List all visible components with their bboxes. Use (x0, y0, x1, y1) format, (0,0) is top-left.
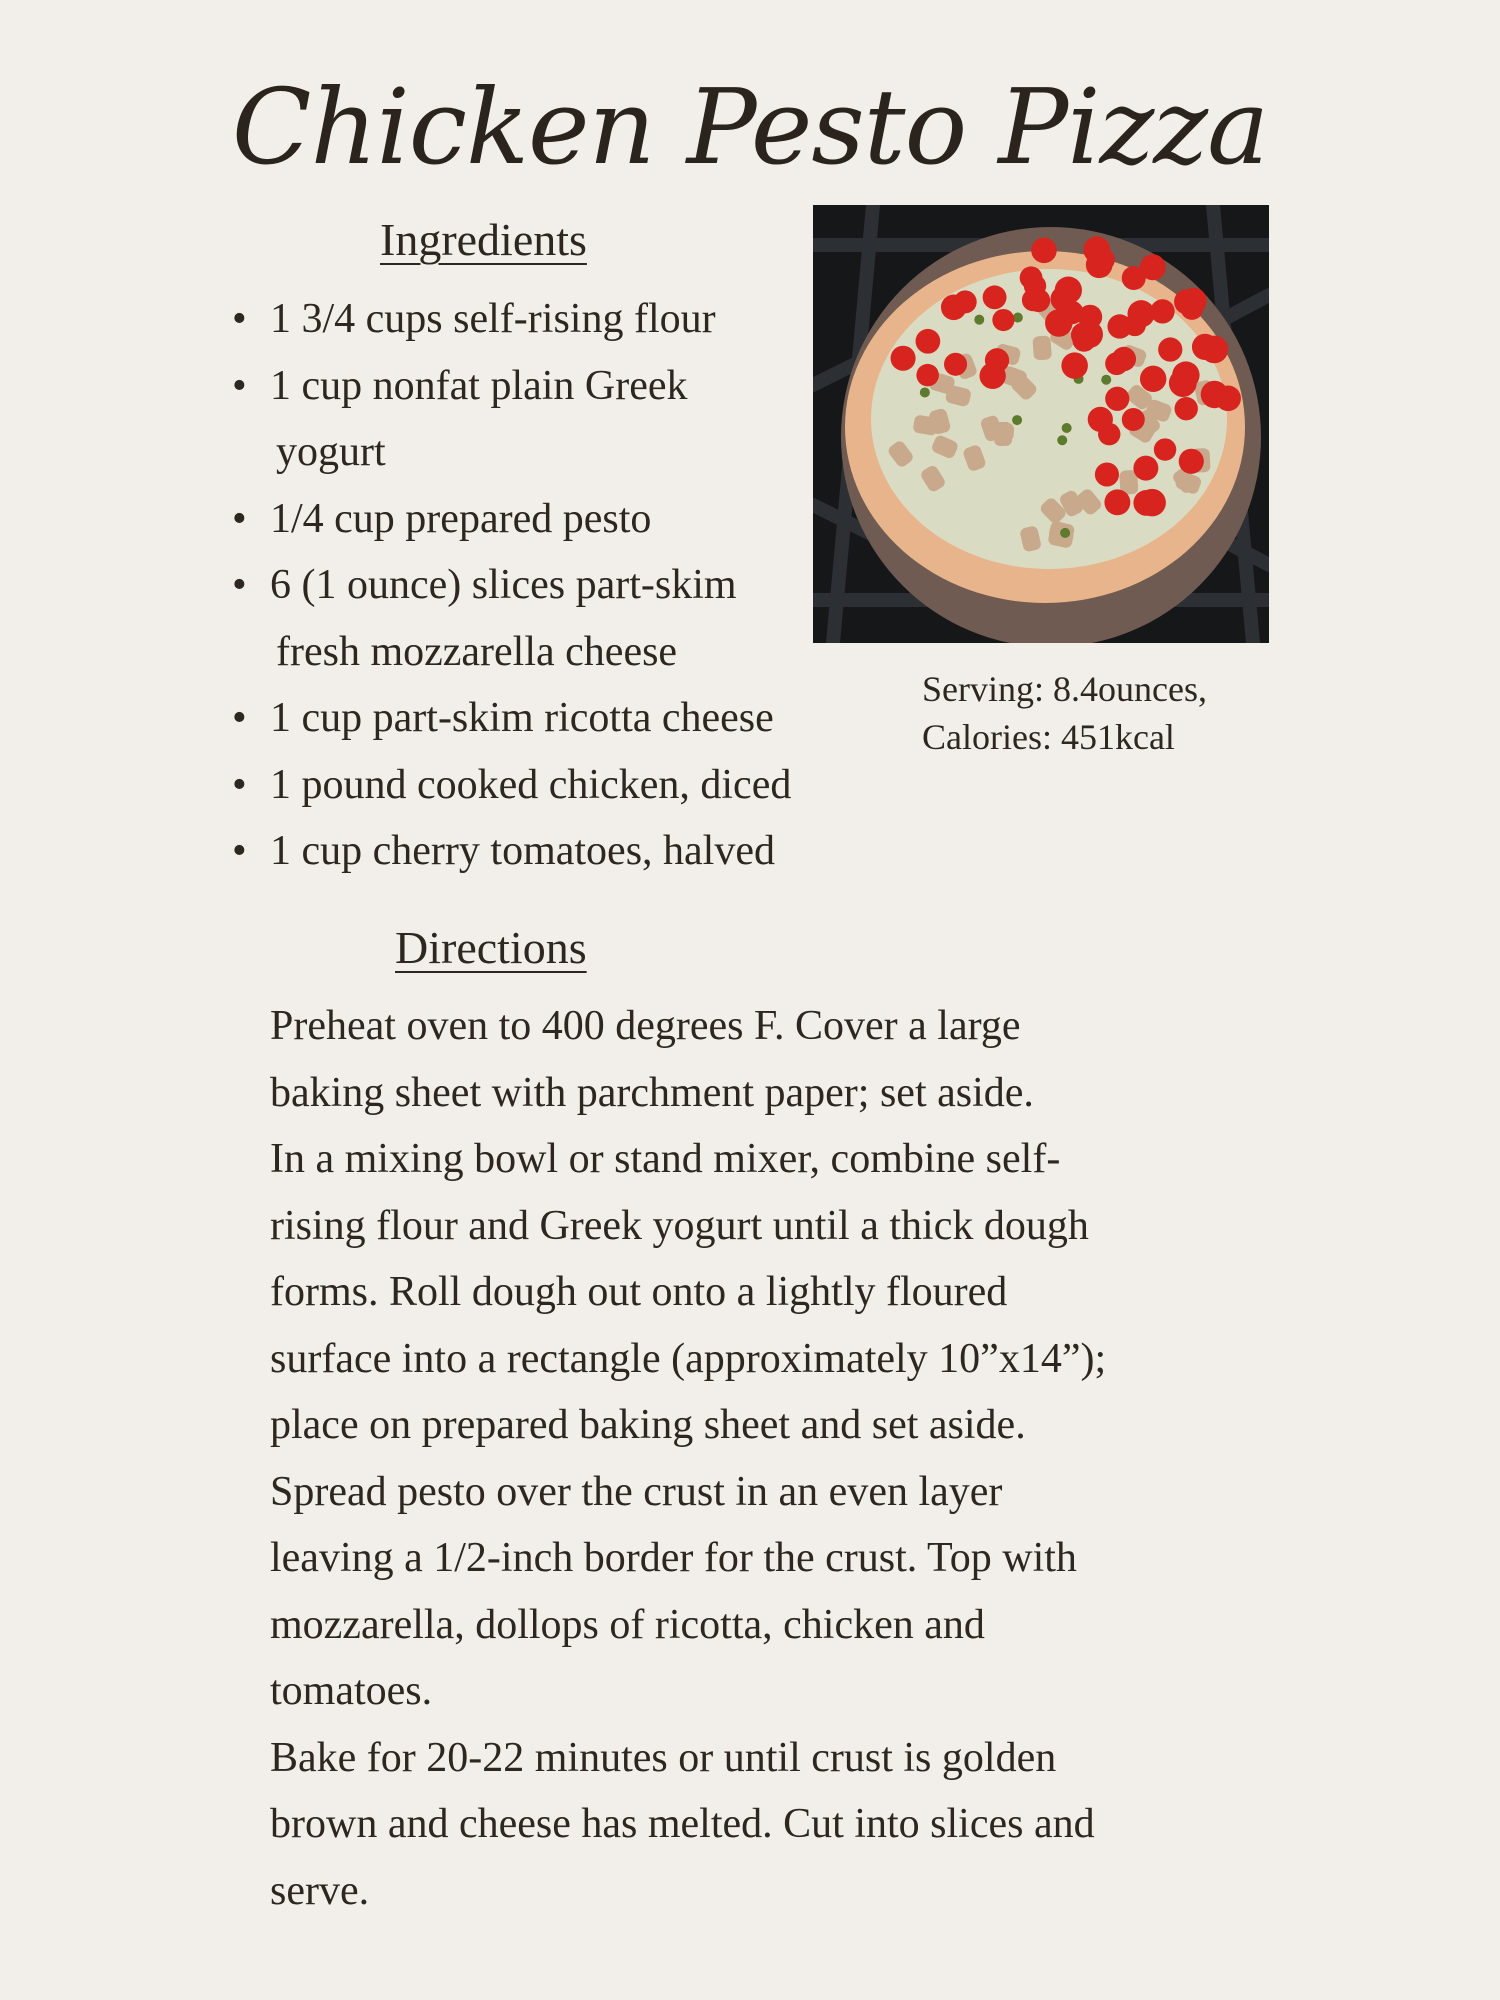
tomato-half (1112, 347, 1136, 371)
bullet-icon: • (232, 695, 247, 741)
directions-line: forms. Roll dough out onto a lightly floured (270, 1269, 1008, 1315)
tomato-half (916, 364, 939, 387)
tomato-half (992, 309, 1014, 331)
ingredient-item (232, 486, 822, 553)
directions-line: serve. (270, 1867, 370, 1914)
tomato-half (891, 346, 916, 371)
directions-line: rising flour and Greek yogurt until a thick dough (270, 1202, 1089, 1249)
tomato-half (1175, 397, 1198, 420)
pesto-dab (1012, 415, 1022, 425)
directions-line: Spread pesto over the crust in an even layer (270, 1468, 1003, 1515)
ingredient-text: 1 3/4 cups self-rising flour (270, 296, 716, 342)
tomato-half (1124, 314, 1146, 336)
tomato-half (1140, 366, 1166, 392)
directions-line: place on prepared baking sheet and set aside. (270, 1402, 1026, 1448)
tomato-half (1138, 489, 1166, 517)
ingredient-text-continued: yogurt (276, 429, 386, 475)
serving-size: Serving: 8.4ounces, (922, 669, 1207, 709)
ingredient-item (232, 685, 822, 752)
tomato-half (1045, 309, 1073, 337)
chicken-piece (1032, 335, 1052, 360)
tomato-half (1215, 385, 1241, 411)
directions-heading: Directions (395, 922, 587, 973)
directions-text (270, 993, 1250, 1924)
tomato-half (1020, 266, 1043, 289)
recipe-title: Chicken Pesto Pizza (231, 66, 1269, 188)
pesto-dab (1101, 375, 1111, 385)
tomato-half (1169, 369, 1197, 397)
tomato-half (1150, 299, 1174, 323)
tomato-half (1061, 352, 1088, 379)
bullet-icon: • (232, 296, 247, 342)
pizza-photo (813, 205, 1269, 643)
tomato-half (1154, 438, 1176, 460)
bullet-icon: • (232, 362, 247, 409)
tomato-half (1122, 408, 1145, 431)
tomato-half (1181, 297, 1204, 320)
tomato-half (1095, 462, 1119, 486)
tomato-half (1083, 236, 1110, 263)
pesto-dab (1057, 435, 1067, 445)
bullet-icon: • (232, 828, 247, 874)
tomato-half (916, 329, 941, 354)
ingredient-item (232, 353, 822, 486)
tomato-half (1192, 334, 1218, 360)
ingredient-text: 1 pound cooked chicken, diced (270, 761, 792, 808)
tomato-half (944, 353, 967, 376)
calories: Calories: 451kcal (922, 717, 1175, 757)
bullet-icon: • (232, 495, 247, 542)
pesto-dab (920, 387, 930, 397)
pesto-dab (1060, 528, 1070, 538)
tomato-half (1179, 449, 1204, 474)
directions-line: In a mixing bowl or stand mixer, combine self- (270, 1136, 1061, 1182)
tomato-half (1050, 286, 1075, 311)
tomato-half (1027, 289, 1050, 312)
directions-line: surface into a rectangle (approximately 10”x14”); (270, 1335, 1107, 1382)
ingredient-item (232, 818, 822, 885)
ingredient-item (232, 752, 822, 819)
ingredient-text: 1/4 cup prepared pesto (270, 495, 652, 542)
ingredient-text: 1 cup cherry tomatoes, halved (270, 828, 775, 874)
tomato-half (1140, 254, 1166, 280)
tomato-half (1078, 305, 1102, 329)
directions-line: mozzarella, dollops of ricotta, chicken and (270, 1601, 985, 1648)
pesto-dab (974, 315, 984, 325)
ingredient-item (232, 286, 822, 353)
directions-line: baking sheet with parchment paper; set aside. (270, 1069, 1034, 1116)
bullet-icon: • (232, 562, 247, 608)
tomato-half (1105, 387, 1129, 411)
ingredients-heading: Ingredients (380, 214, 587, 265)
tomato-half (985, 348, 1009, 372)
directions-line: Preheat oven to 400 degrees F. Cover a large (270, 1003, 1021, 1049)
nutrition-info (922, 665, 1342, 761)
tomato-half (1104, 489, 1130, 515)
ingredient-text-continued: fresh mozzarella cheese (276, 628, 678, 675)
tomato-half (941, 295, 967, 321)
ingredients-list (232, 286, 822, 885)
pesto-dab (1062, 423, 1072, 433)
directions-line: tomatoes. (270, 1668, 433, 1714)
tomato-half (1158, 337, 1182, 361)
ingredient-text: 1 cup nonfat plain Greek (270, 362, 688, 409)
directions-line: brown and cheese has melted. Cut into slices and (270, 1801, 1095, 1847)
directions-line: leaving a 1/2-inch border for the crust. Top with (270, 1535, 1077, 1581)
ingredient-text: 1 cup part-skim ricotta cheese (270, 695, 774, 741)
tomato-half (1031, 238, 1057, 264)
ingredient-item (232, 552, 822, 685)
tomato-half (1133, 456, 1158, 481)
tomato-half (1088, 407, 1113, 432)
ingredient-text: 6 (1 ounce) slices part-skim (270, 562, 737, 608)
tomato-half (983, 285, 1007, 309)
directions-line: Bake for 20-22 minutes or until crust is golden (270, 1734, 1057, 1781)
pizza-illustration (813, 205, 1269, 643)
bullet-icon: • (232, 761, 247, 808)
tomato-half (1072, 329, 1095, 352)
